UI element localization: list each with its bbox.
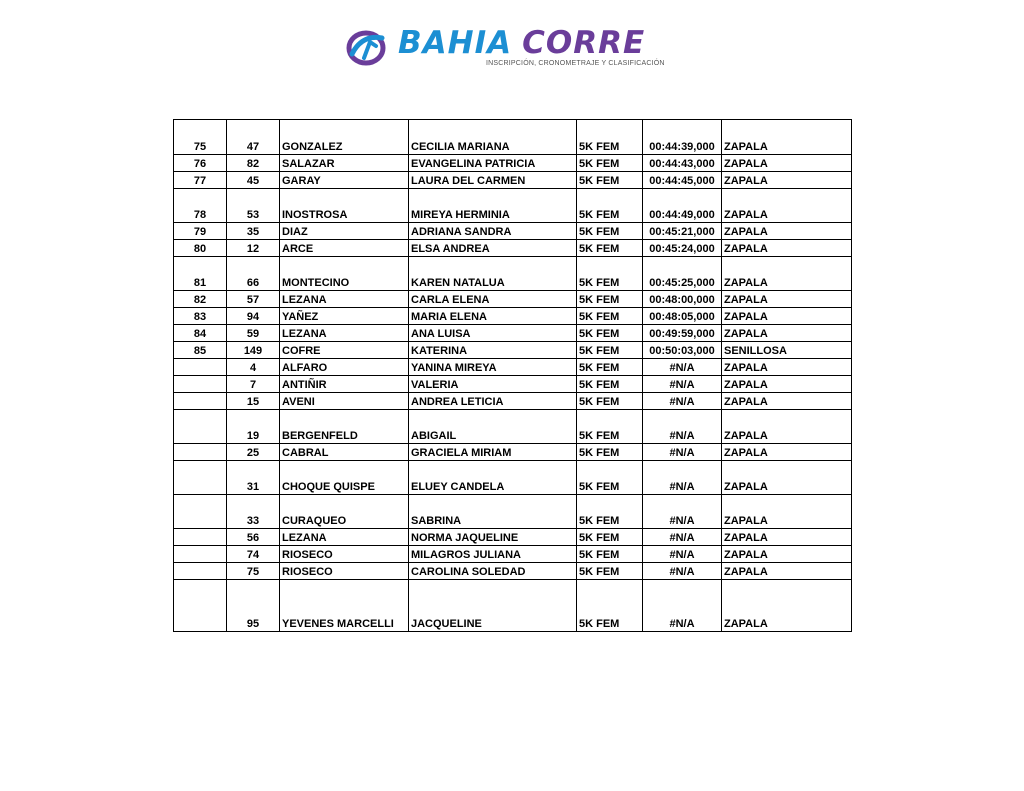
table-row bbox=[174, 240, 852, 257]
cell-city: ZAPALA bbox=[722, 240, 852, 257]
cell-surname: GONZALEZ bbox=[280, 120, 409, 155]
cell-time: #N/A bbox=[643, 393, 722, 410]
cell-bib-number: 95 bbox=[227, 580, 280, 632]
cell-bib-number: 53 bbox=[227, 189, 280, 223]
cell-category: 5K FEM bbox=[577, 189, 643, 223]
logo-word-bahia: BAHIA bbox=[398, 25, 513, 61]
cell-city: ZAPALA bbox=[722, 291, 852, 308]
cell-city: ZAPALA bbox=[722, 393, 852, 410]
cell-city: ZAPALA bbox=[722, 563, 852, 580]
table-row bbox=[174, 580, 852, 632]
cell-bib-number: 47 bbox=[227, 120, 280, 155]
table-row bbox=[174, 291, 852, 308]
cell-time: #N/A bbox=[643, 444, 722, 461]
cell-bib-number: 12 bbox=[227, 240, 280, 257]
table-row bbox=[174, 359, 852, 376]
cell-time: 00:44:39,000 bbox=[643, 120, 722, 155]
cell-time: #N/A bbox=[643, 359, 722, 376]
cell-category: 5K FEM bbox=[577, 325, 643, 342]
cell-position: 77 bbox=[174, 172, 227, 189]
cell-time: 00:45:24,000 bbox=[643, 240, 722, 257]
cell-city: ZAPALA bbox=[722, 495, 852, 529]
cell-position: 76 bbox=[174, 155, 227, 172]
cell-surname: CURAQUEO bbox=[280, 495, 409, 529]
cell-category: 5K FEM bbox=[577, 240, 643, 257]
cell-category: 5K FEM bbox=[577, 342, 643, 359]
cell-position: 83 bbox=[174, 308, 227, 325]
cell-position bbox=[174, 444, 227, 461]
cell-bib-number: 74 bbox=[227, 546, 280, 563]
cell-category: 5K FEM bbox=[577, 410, 643, 444]
cell-city: ZAPALA bbox=[722, 223, 852, 240]
cell-surname: LEZANA bbox=[280, 291, 409, 308]
cell-first-name: VALERIA bbox=[409, 376, 577, 393]
cell-city: ZAPALA bbox=[722, 529, 852, 546]
cell-city: ZAPALA bbox=[722, 444, 852, 461]
cell-position: 75 bbox=[174, 120, 227, 155]
cell-city: ZAPALA bbox=[722, 359, 852, 376]
cell-time: 00:49:59,000 bbox=[643, 325, 722, 342]
cell-time: 00:44:43,000 bbox=[643, 155, 722, 172]
cell-surname: RIOSECO bbox=[280, 546, 409, 563]
cell-first-name: KATERINA bbox=[409, 342, 577, 359]
cell-bib-number: 7 bbox=[227, 376, 280, 393]
cell-bib-number: 45 bbox=[227, 172, 280, 189]
cell-category: 5K FEM bbox=[577, 291, 643, 308]
cell-position bbox=[174, 495, 227, 529]
table-row bbox=[174, 120, 852, 155]
table-row bbox=[174, 410, 852, 444]
cell-category: 5K FEM bbox=[577, 376, 643, 393]
table-row bbox=[174, 257, 852, 291]
cell-first-name: GRACIELA MIRIAM bbox=[409, 444, 577, 461]
cell-surname: INOSTROSA bbox=[280, 189, 409, 223]
cell-first-name: ELUEY CANDELA bbox=[409, 461, 577, 495]
cell-first-name: MARIA ELENA bbox=[409, 308, 577, 325]
cell-bib-number: 35 bbox=[227, 223, 280, 240]
cell-time: 00:45:21,000 bbox=[643, 223, 722, 240]
cell-category: 5K FEM bbox=[577, 172, 643, 189]
cell-first-name: ABIGAIL bbox=[409, 410, 577, 444]
cell-time: #N/A bbox=[643, 461, 722, 495]
cell-category: 5K FEM bbox=[577, 444, 643, 461]
table-row bbox=[174, 546, 852, 563]
cell-city: ZAPALA bbox=[722, 410, 852, 444]
cell-bib-number: 149 bbox=[227, 342, 280, 359]
cell-time: #N/A bbox=[643, 546, 722, 563]
cell-category: 5K FEM bbox=[577, 546, 643, 563]
cell-surname: RIOSECO bbox=[280, 563, 409, 580]
cell-city: ZAPALA bbox=[722, 155, 852, 172]
cell-time: 00:48:00,000 bbox=[643, 291, 722, 308]
cell-category: 5K FEM bbox=[577, 359, 643, 376]
brand-logo bbox=[346, 24, 686, 72]
cell-position: 82 bbox=[174, 291, 227, 308]
cell-first-name: CAROLINA SOLEDAD bbox=[409, 563, 577, 580]
cell-position: 84 bbox=[174, 325, 227, 342]
cell-surname: LEZANA bbox=[280, 529, 409, 546]
table-row bbox=[174, 563, 852, 580]
cell-category: 5K FEM bbox=[577, 120, 643, 155]
cell-surname: DIAZ bbox=[280, 223, 409, 240]
cell-time: 00:50:03,000 bbox=[643, 342, 722, 359]
results-table bbox=[173, 119, 852, 632]
cell-city: ZAPALA bbox=[722, 120, 852, 155]
cell-bib-number: 57 bbox=[227, 291, 280, 308]
cell-bib-number: 33 bbox=[227, 495, 280, 529]
cell-first-name: ANA LUISA bbox=[409, 325, 577, 342]
cell-first-name: JACQUELINE bbox=[409, 580, 577, 632]
cell-first-name: CECILIA MARIANA bbox=[409, 120, 577, 155]
cell-city: ZAPALA bbox=[722, 546, 852, 563]
cell-city: ZAPALA bbox=[722, 257, 852, 291]
cell-bib-number: 19 bbox=[227, 410, 280, 444]
cell-bib-number: 15 bbox=[227, 393, 280, 410]
cell-first-name: ANDREA LETICIA bbox=[409, 393, 577, 410]
cell-surname: LEZANA bbox=[280, 325, 409, 342]
logo-tagline: INSCRIPCIÓN, CRONOMETRAJE Y CLASIFICACIÓN bbox=[486, 60, 665, 67]
table-row bbox=[174, 529, 852, 546]
cell-position: 85 bbox=[174, 342, 227, 359]
table-row bbox=[174, 376, 852, 393]
cell-first-name: CARLA ELENA bbox=[409, 291, 577, 308]
cell-position bbox=[174, 410, 227, 444]
cell-position bbox=[174, 529, 227, 546]
cell-time: 00:48:05,000 bbox=[643, 308, 722, 325]
cell-time: 00:44:45,000 bbox=[643, 172, 722, 189]
cell-position bbox=[174, 376, 227, 393]
cell-city: ZAPALA bbox=[722, 580, 852, 632]
cell-surname: CHOQUE QUISPE bbox=[280, 461, 409, 495]
cell-category: 5K FEM bbox=[577, 308, 643, 325]
cell-time: 00:45:25,000 bbox=[643, 257, 722, 291]
cell-city: ZAPALA bbox=[722, 172, 852, 189]
cell-category: 5K FEM bbox=[577, 495, 643, 529]
logo-word-corre: CORRE bbox=[522, 25, 646, 61]
cell-position bbox=[174, 359, 227, 376]
cell-category: 5K FEM bbox=[577, 529, 643, 546]
cell-time: #N/A bbox=[643, 376, 722, 393]
cell-first-name: MILAGROS JULIANA bbox=[409, 546, 577, 563]
runner-swoosh-icon bbox=[346, 28, 390, 68]
cell-category: 5K FEM bbox=[577, 461, 643, 495]
cell-position bbox=[174, 580, 227, 632]
cell-surname: GARAY bbox=[280, 172, 409, 189]
cell-bib-number: 25 bbox=[227, 444, 280, 461]
cell-position bbox=[174, 461, 227, 495]
table-row bbox=[174, 308, 852, 325]
cell-surname: YEVENES MARCELLI bbox=[280, 580, 409, 632]
cell-bib-number: 4 bbox=[227, 359, 280, 376]
cell-first-name: MIREYA HERMINIA bbox=[409, 189, 577, 223]
cell-category: 5K FEM bbox=[577, 257, 643, 291]
cell-position bbox=[174, 546, 227, 563]
cell-position: 79 bbox=[174, 223, 227, 240]
cell-bib-number: 75 bbox=[227, 563, 280, 580]
cell-surname: ALFARO bbox=[280, 359, 409, 376]
cell-category: 5K FEM bbox=[577, 393, 643, 410]
cell-first-name: ELSA ANDREA bbox=[409, 240, 577, 257]
cell-city: SENILLOSA bbox=[722, 342, 852, 359]
cell-surname: CABRAL bbox=[280, 444, 409, 461]
cell-bib-number: 94 bbox=[227, 308, 280, 325]
cell-first-name: YANINA MIREYA bbox=[409, 359, 577, 376]
results-table-body bbox=[174, 120, 852, 632]
table-row bbox=[174, 223, 852, 240]
cell-surname: YAÑEZ bbox=[280, 308, 409, 325]
cell-city: ZAPALA bbox=[722, 189, 852, 223]
cell-category: 5K FEM bbox=[577, 580, 643, 632]
cell-position bbox=[174, 563, 227, 580]
cell-time: #N/A bbox=[643, 495, 722, 529]
table-row bbox=[174, 393, 852, 410]
table-row bbox=[174, 495, 852, 529]
cell-surname: BERGENFELD bbox=[280, 410, 409, 444]
cell-first-name: ADRIANA SANDRA bbox=[409, 223, 577, 240]
cell-surname: MONTECINO bbox=[280, 257, 409, 291]
table-row bbox=[174, 172, 852, 189]
cell-surname: ARCE bbox=[280, 240, 409, 257]
cell-surname: AVENI bbox=[280, 393, 409, 410]
cell-category: 5K FEM bbox=[577, 223, 643, 240]
cell-position: 80 bbox=[174, 240, 227, 257]
table-row bbox=[174, 342, 852, 359]
logo-wordmark bbox=[398, 26, 645, 60]
cell-surname: SALAZAR bbox=[280, 155, 409, 172]
cell-time: #N/A bbox=[643, 563, 722, 580]
cell-first-name: EVANGELINA PATRICIA bbox=[409, 155, 577, 172]
table-row bbox=[174, 444, 852, 461]
cell-position bbox=[174, 393, 227, 410]
cell-category: 5K FEM bbox=[577, 155, 643, 172]
cell-surname: COFRE bbox=[280, 342, 409, 359]
cell-first-name: NORMA JAQUELINE bbox=[409, 529, 577, 546]
cell-first-name: LAURA DEL CARMEN bbox=[409, 172, 577, 189]
cell-time: 00:44:49,000 bbox=[643, 189, 722, 223]
table-row bbox=[174, 461, 852, 495]
cell-position: 78 bbox=[174, 189, 227, 223]
cell-city: ZAPALA bbox=[722, 308, 852, 325]
table-row bbox=[174, 325, 852, 342]
cell-bib-number: 66 bbox=[227, 257, 280, 291]
cell-city: ZAPALA bbox=[722, 461, 852, 495]
cell-bib-number: 31 bbox=[227, 461, 280, 495]
table-row bbox=[174, 189, 852, 223]
cell-first-name: SABRINA bbox=[409, 495, 577, 529]
table-row bbox=[174, 155, 852, 172]
cell-first-name: KAREN NATALUA bbox=[409, 257, 577, 291]
cell-time: #N/A bbox=[643, 580, 722, 632]
cell-bib-number: 82 bbox=[227, 155, 280, 172]
cell-city: ZAPALA bbox=[722, 325, 852, 342]
cell-bib-number: 59 bbox=[227, 325, 280, 342]
cell-category: 5K FEM bbox=[577, 563, 643, 580]
cell-bib-number: 56 bbox=[227, 529, 280, 546]
cell-surname: ANTIÑIR bbox=[280, 376, 409, 393]
cell-time: #N/A bbox=[643, 529, 722, 546]
cell-time: #N/A bbox=[643, 410, 722, 444]
cell-position: 81 bbox=[174, 257, 227, 291]
cell-city: ZAPALA bbox=[722, 376, 852, 393]
